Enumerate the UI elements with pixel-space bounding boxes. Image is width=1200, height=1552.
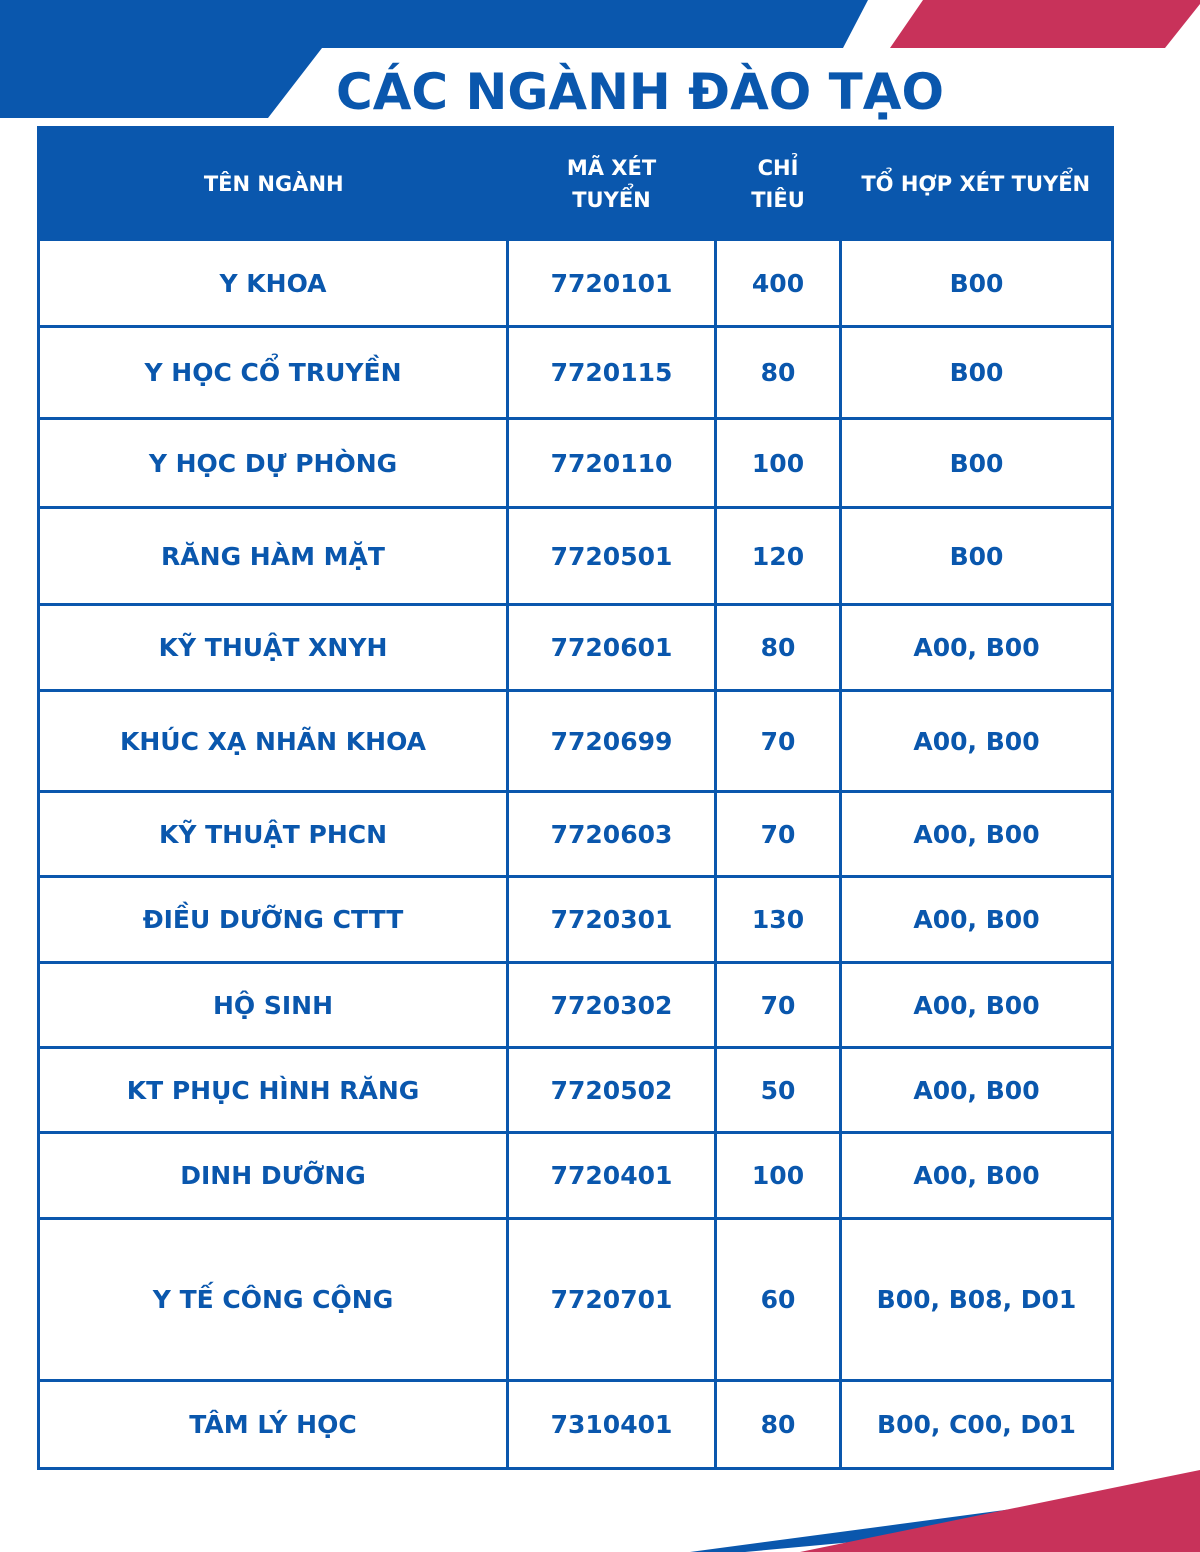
quota-cell: 120 bbox=[716, 508, 841, 605]
admission-code-cell: 7720301 bbox=[508, 877, 716, 963]
subject-combination-cell: A00, B00 bbox=[841, 1048, 1113, 1133]
major-name-cell: Y TẾ CÔNG CỘNG bbox=[39, 1219, 508, 1381]
subject-combination-cell: B00 bbox=[841, 419, 1113, 508]
top-red-stripe bbox=[890, 0, 1200, 48]
table-row bbox=[39, 691, 1113, 792]
major-name-cell: Y HỌC CỔ TRUYỀN bbox=[39, 327, 508, 419]
quota-cell: 70 bbox=[716, 691, 841, 792]
quota-cell: 130 bbox=[716, 877, 841, 963]
table-row bbox=[39, 508, 1113, 605]
quota-cell: 100 bbox=[716, 419, 841, 508]
subject-combination-cell: A00, B00 bbox=[841, 877, 1113, 963]
major-name-cell: KỸ THUẬT XNYH bbox=[39, 605, 508, 691]
quota-cell: 80 bbox=[716, 327, 841, 419]
major-name-cell: KỸ THUẬT PHCN bbox=[39, 792, 508, 877]
admission-code-cell: 7720110 bbox=[508, 419, 716, 508]
subject-combination-cell: A00, B00 bbox=[841, 691, 1113, 792]
major-name-cell: RĂNG HÀM MẶT bbox=[39, 508, 508, 605]
table-row bbox=[39, 605, 1113, 691]
admission-code-cell: 7720401 bbox=[508, 1133, 716, 1219]
major-name-cell: TÂM LÝ HỌC bbox=[39, 1381, 508, 1469]
page-title: CÁC NGÀNH ĐÀO TẠO bbox=[336, 63, 944, 121]
admission-code-cell: 7720115 bbox=[508, 327, 716, 419]
subject-combination-cell: B00, B08, D01 bbox=[841, 1219, 1113, 1381]
subject-combination-cell: B00 bbox=[841, 508, 1113, 605]
quota-cell: 80 bbox=[716, 1381, 841, 1469]
quota-cell: 70 bbox=[716, 792, 841, 877]
table-row bbox=[39, 1133, 1113, 1219]
subject-combination-cell: A00, B00 bbox=[841, 792, 1113, 877]
major-name-cell: KT PHỤC HÌNH RĂNG bbox=[39, 1048, 508, 1133]
subject-combination-cell: B00, C00, D01 bbox=[841, 1381, 1113, 1469]
admission-code-cell: 7720502 bbox=[508, 1048, 716, 1133]
header-subject-combination: TỔ HỢP XÉT TUYỂN bbox=[861, 171, 1091, 196]
table-row bbox=[39, 792, 1113, 877]
table-row bbox=[39, 963, 1113, 1048]
admission-code-cell: 7310401 bbox=[508, 1381, 716, 1469]
quota-cell: 400 bbox=[716, 240, 841, 327]
header-major-name: TÊN NGÀNH bbox=[203, 171, 344, 196]
table-row bbox=[39, 1048, 1113, 1133]
table-body bbox=[39, 240, 1113, 1469]
majors-table bbox=[37, 126, 1114, 1470]
quota-cell: 50 bbox=[716, 1048, 841, 1133]
header-admission-code: MÃ XÉT TUYỂN bbox=[566, 155, 657, 212]
table-row bbox=[39, 877, 1113, 963]
table-header bbox=[39, 128, 1113, 240]
major-name-cell: HỘ SINH bbox=[39, 963, 508, 1048]
table-row bbox=[39, 1219, 1113, 1381]
admission-code-cell: 7720701 bbox=[508, 1219, 716, 1381]
subject-combination-cell: A00, B00 bbox=[841, 963, 1113, 1048]
major-name-cell: Y KHOA bbox=[39, 240, 508, 327]
admission-code-cell: 7720501 bbox=[508, 508, 716, 605]
table-row bbox=[39, 240, 1113, 327]
subject-combination-cell: A00, B00 bbox=[841, 605, 1113, 691]
header-row bbox=[39, 128, 1113, 240]
quota-cell: 80 bbox=[716, 605, 841, 691]
quota-cell: 100 bbox=[716, 1133, 841, 1219]
table-row bbox=[39, 327, 1113, 419]
header-quota: CHỈ TIÊU bbox=[751, 155, 805, 212]
quota-cell: 60 bbox=[716, 1219, 841, 1381]
admission-code-cell: 7720101 bbox=[508, 240, 716, 327]
major-name-cell: ĐIỀU DƯỠNG CTTT bbox=[39, 877, 508, 963]
major-name-cell: DINH DƯỠNG bbox=[39, 1133, 508, 1219]
subject-combination-cell: B00 bbox=[841, 327, 1113, 419]
major-name-cell: Y HỌC DỰ PHÒNG bbox=[39, 419, 508, 508]
quota-cell: 70 bbox=[716, 963, 841, 1048]
table-row bbox=[39, 1381, 1113, 1469]
admission-code-cell: 7720601 bbox=[508, 605, 716, 691]
subject-combination-cell: B00 bbox=[841, 240, 1113, 327]
major-name-cell: KHÚC XẠ NHÃN KHOA bbox=[39, 691, 508, 792]
subject-combination-cell: A00, B00 bbox=[841, 1133, 1113, 1219]
admission-code-cell: 7720699 bbox=[508, 691, 716, 792]
table-row bbox=[39, 419, 1113, 508]
admission-code-cell: 7720302 bbox=[508, 963, 716, 1048]
admission-code-cell: 7720603 bbox=[508, 792, 716, 877]
